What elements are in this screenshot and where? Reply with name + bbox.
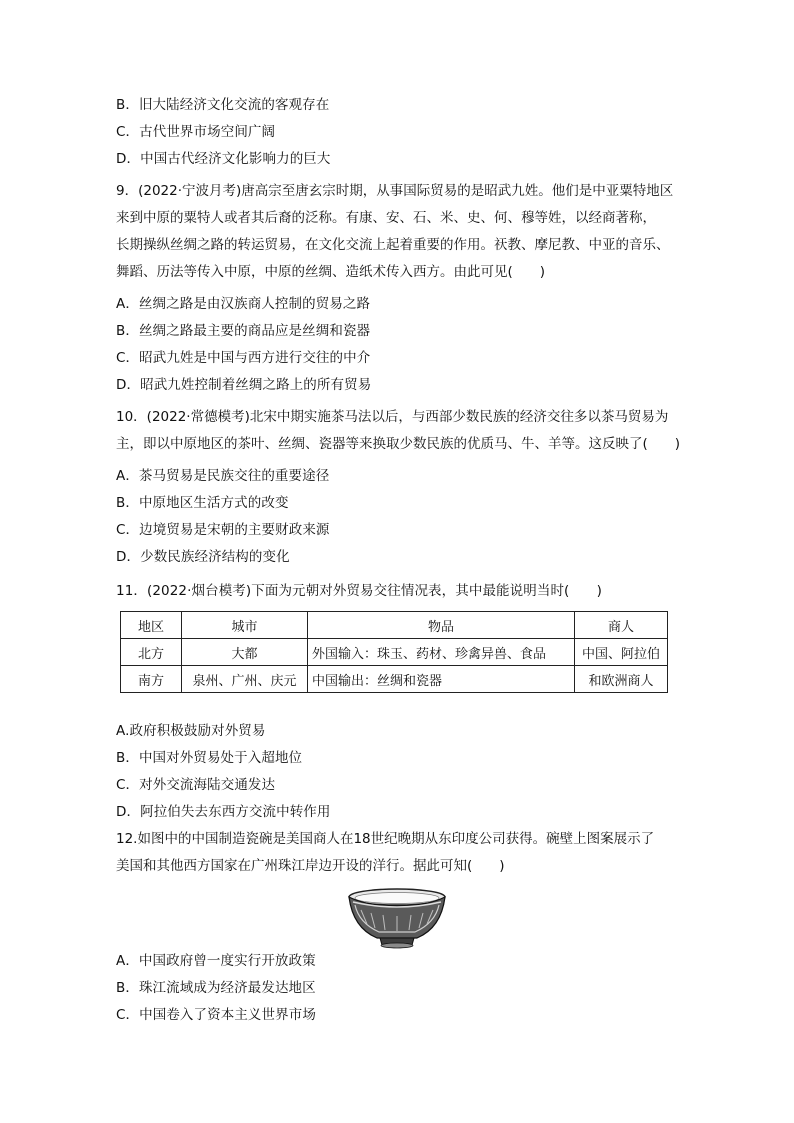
q12-option-b: B．珠江流域成为经济最发达地区 — [116, 980, 316, 996]
porcelain-bowl-image — [347, 888, 447, 950]
q12-option-a: A．中国政府曾一度实行开放政策 — [116, 953, 316, 969]
q11-option-a: A.政府积极鼓励对外贸易 — [116, 723, 266, 739]
table-header-cell: 地区 — [121, 612, 182, 639]
q10-stem — [116, 404, 681, 458]
q11-option-d: D．阿拉伯失去东西方交流中转作用 — [116, 804, 331, 820]
q9-stem-line: 舞蹈、历法等传入中原，中原的丝绸、造纸术传入西方。由此可见( ) — [116, 264, 546, 280]
q9-option-a: A．丝绸之路是由汉族商人控制的贸易之路 — [116, 296, 371, 312]
q10-stem-line: 10．(2022·常德模考)北宋中期实施茶马法以后，与西部少数民族的经济交往多以茶马贸易为 — [116, 409, 669, 425]
table-cell: 中国、阿拉伯 — [575, 639, 668, 666]
table-cell: 大都 — [182, 639, 308, 666]
q9-stem-line: 来到中原的粟特人或者其后裔的泛称。有康、安、石、米、史、何、穆等姓，以经商著称， — [116, 210, 656, 226]
q10-option-a: A．茶马贸易是民族交往的重要途径 — [116, 468, 330, 484]
table-header-cell: 城市 — [182, 612, 308, 639]
q9-stem-line: 9．(2022·宁波月考)唐高宗至唐玄宗时期，从事国际贸易的是昭武九姓。他们是中亚粟特地区 — [116, 183, 674, 199]
q8-option-c: C．古代世界市场空间广阔 — [116, 124, 276, 140]
table-cell: 南方 — [121, 666, 182, 693]
table-cell: 和欧洲商人 — [575, 666, 668, 693]
q9-option-d: D．昭武九姓控制着丝绸之路上的所有贸易 — [116, 377, 372, 393]
q11-stem: 11．(2022·烟台模考)下面为元朝对外贸易交往情况表，其中最能说明当时( ) — [116, 583, 602, 599]
trade-table — [120, 611, 668, 693]
table-cell: 北方 — [121, 639, 182, 666]
table-row — [121, 639, 668, 666]
table-header-cell: 物品 — [308, 612, 575, 639]
q10-option-b: B．中原地区生活方式的改变 — [116, 495, 289, 511]
q9-stem — [116, 178, 681, 286]
q10-option-c: C．边境贸易是宋朝的主要财政来源 — [116, 522, 330, 538]
q9-option-b: B．丝绸之路最主要的商品应是丝绸和瓷器 — [116, 323, 371, 339]
q12-stem-line: 美国和其他西方国家在广州珠江岸边开设的洋行。据此可知( ) — [116, 858, 505, 874]
table-cell: 泉州、广州、庆元 — [182, 666, 308, 693]
table-row — [121, 666, 668, 693]
q8-option-b: B．旧大陆经济文化交流的客观存在 — [116, 97, 330, 113]
q9-stem-line: 长期操纵丝绸之路的转运贸易，在文化交流上起着重要的作用。祆教、摩尼教、中亚的音乐、 — [116, 237, 670, 253]
q10-stem-line: 主，即以中原地区的茶叶、丝绸、瓷器等来换取少数民族的优质马、牛、羊等。这反映了( ) — [116, 436, 681, 452]
q12-stem-line: 12.如图中的中国制造瓷碗是美国商人在18世纪晚期从东印度公司获得。碗壁上图案展示了 — [116, 831, 655, 847]
table-cell: 中国输出：丝绸和瓷器 — [308, 666, 575, 693]
table-header-cell: 商人 — [575, 612, 668, 639]
q12-option-c: C．中国卷入了资本主义世界市场 — [116, 1007, 316, 1023]
q12-stem — [116, 826, 681, 880]
table-cell: 外国输入：珠玉、药材、珍禽异兽、食品 — [308, 639, 575, 666]
q8-option-d: D．中国古代经济文化影响力的巨大 — [116, 151, 331, 167]
q10-option-d: D．少数民族经济结构的变化 — [116, 549, 290, 565]
q11-option-b: B．中国对外贸易处于入超地位 — [116, 750, 303, 766]
table-header-row — [121, 612, 668, 639]
q11-option-c: C．对外交流海陆交通发达 — [116, 777, 276, 793]
q9-option-c: C．昭武九姓是中国与西方进行交往的中介 — [116, 350, 371, 366]
